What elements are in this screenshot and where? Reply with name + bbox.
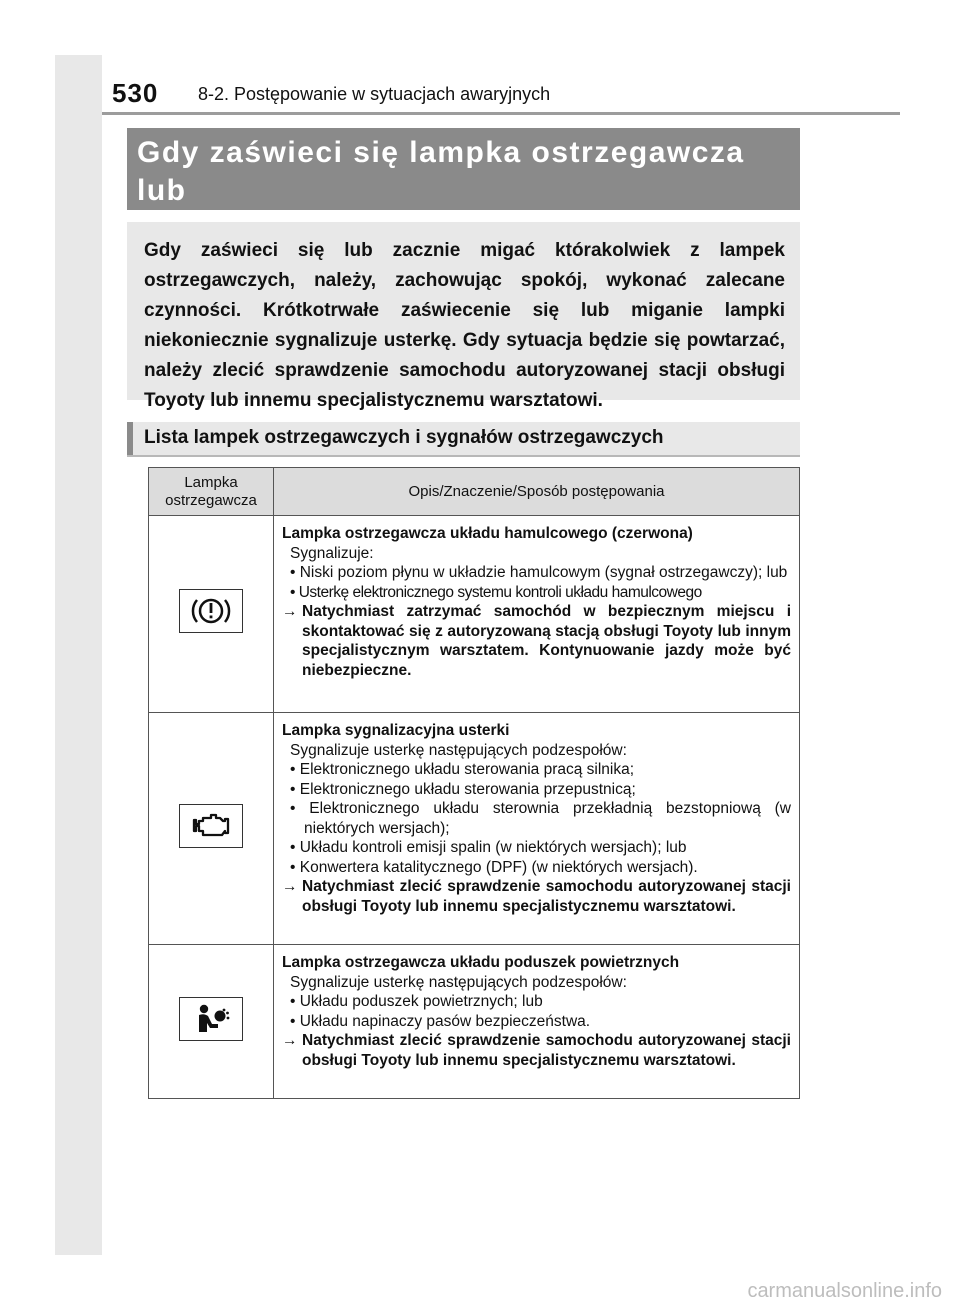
icon-cell	[149, 516, 274, 713]
airbag-warning-icon	[179, 997, 243, 1041]
bullet-text: Układu kontroli emisji spalin (w niektórych wersjach); lub	[299, 839, 687, 856]
action-item	[282, 877, 791, 916]
bullet-item: • Elektronicznego układu sterowania przepustnicą;	[290, 780, 636, 798]
signals-label: Sygnalizuje usterkę następujących podzespołów:	[290, 973, 627, 991]
table-header-row	[149, 468, 800, 516]
action-item	[282, 602, 791, 680]
table-row	[149, 516, 800, 713]
action-item	[282, 1031, 791, 1070]
section-marker	[127, 422, 133, 455]
page-title-line-1: Gdy zaświeci się lampka ostrzegawcza lub	[137, 136, 745, 207]
description-cell	[274, 516, 800, 713]
header-rule	[102, 112, 900, 115]
header-description: Opis/Znaczenie/Sposób postępowania	[274, 468, 800, 516]
header-lamp-line-2: ostrzegawcza	[165, 491, 257, 509]
bullet-item: • Niski poziom płynu w układzie hamulcowym (sygnał ostrzegawczy); lub	[290, 564, 788, 581]
watermark: carmanualsonline.info	[747, 1280, 942, 1302]
row-title: Lampka ostrzegawcza układu hamulcowego (czerwona)	[282, 525, 693, 542]
arrow-icon: →	[282, 603, 298, 620]
bullet-item: • Układu poduszek powietrznych; lub	[290, 993, 543, 1010]
section-heading: Lista lampek ostrzegawczych i sygnałów ostrzegawczych	[144, 427, 664, 448]
header-lamp-line-1: Lampka	[184, 473, 238, 491]
bullet-item: • Usterkę elektronicznego systemu kontroli układu hamulcowego	[290, 583, 702, 601]
page-title	[127, 128, 800, 210]
icon-cell	[149, 713, 274, 945]
description-cell	[274, 713, 800, 945]
bullet-text: Elektronicznego układu sterownia przekładnią bezstopniową (w niektórych wersjach);	[304, 800, 792, 837]
description-cell	[274, 945, 800, 1099]
arrow-icon: →	[282, 1032, 298, 1049]
arrow-icon: →	[282, 878, 298, 895]
bullet-text: Konwertera katalitycznego (DPF) (w niektórych wersjach).	[299, 858, 698, 876]
bullet-item: • Układu napinaczy pasów bezpieczeństwa.	[290, 1012, 591, 1030]
intro-text: Gdy zaświeci się lub zacznie migać którakolwiek z lampek ostrzegawczych, należy, zachowując spokój, wykonać zalecane czynności. Krótkotrwałe zaświecenie się lub miganie lampki niekoniecznie sygnalizuje usterkę. Gdy sytuacja będzie się powtarzać, należy zlecić sprawdzenie samochodu autoryzowanej stacji obsługi Toyoty lub innemu specjalistycznemu warsztatowi.	[144, 240, 785, 411]
side-strip	[55, 55, 102, 1255]
bullet-item: • Układu kontroli emisji spalin (w niektórych wersjach); lub	[290, 839, 687, 856]
bullet-text: Układu poduszek powietrznych; lub	[299, 993, 543, 1010]
signals-label: Sygnalizuje usterkę następujących podzespołów:	[290, 741, 627, 759]
header-lamp	[149, 468, 274, 516]
brake-warning-icon	[179, 589, 243, 633]
engine-check-icon	[179, 804, 243, 848]
table-row	[149, 945, 800, 1099]
action-text: Natychmiast zatrzymać samochód w bezpiecznym miejscu i skontaktować się z autoryzowaną stacją obsługi Toyoty lub innym specjalistycznym warsztatem. Kontynuowanie jazdy może być niebezpieczne.	[302, 603, 791, 679]
section-rule	[127, 455, 800, 457]
section-heading-bar	[127, 422, 800, 455]
bullet-text: Niski poziom płynu w układzie hamulcowym (sygnał ostrzegawczy); lub	[299, 564, 788, 581]
bullet-text: Elektronicznego układu sterowania przepustnicą;	[299, 780, 636, 798]
icon-cell	[149, 945, 274, 1099]
action-text: Natychmiast zlecić sprawdzenie samochodu autoryzowanej stacji obsługi Toyoty lub innemu specjalistycznemu warsztatowi.	[302, 878, 791, 915]
intro-box	[127, 222, 800, 411]
warning-lights-table	[148, 467, 800, 1099]
bullet-text: Usterkę elektronicznego systemu kontroli układu hamulcowego	[298, 583, 702, 601]
row-title: Lampka sygnalizacyjna usterki	[282, 722, 510, 739]
bullet-item: • Elektronicznego układu sterownia przekładnią bezstopniową (w niektórych wersjach);	[290, 800, 792, 837]
action-text: Natychmiast zlecić sprawdzenie samochodu autoryzowanej stacji obsługi Toyoty lub innemu specjalistycznemu warsztatowi.	[302, 1032, 791, 1069]
signals-label: Sygnalizuje:	[290, 544, 374, 562]
row-title: Lampka ostrzegawcza układu poduszek powietrznych	[282, 954, 680, 971]
bullet-item: • Elektronicznego układu sterowania pracą silnika;	[290, 761, 635, 778]
bullet-text: Elektronicznego układu sterowania pracą silnika;	[299, 761, 635, 778]
bullet-item: • Konwertera katalitycznego (DPF) (w niektórych wersjach).	[290, 858, 698, 876]
table-row	[149, 713, 800, 945]
section-header: 8-2. Postępowanie w sytuacjach awaryjnych	[198, 84, 551, 104]
page-number: 530	[112, 78, 159, 108]
bullet-text: Układu napinaczy pasów bezpieczeństwa.	[299, 1012, 591, 1030]
